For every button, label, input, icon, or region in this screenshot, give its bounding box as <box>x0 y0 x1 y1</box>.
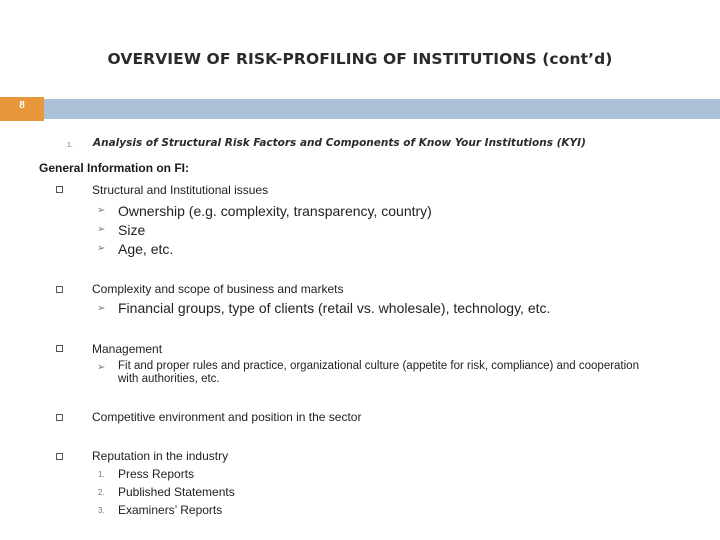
arrowhead-icon: ➢ <box>97 243 106 254</box>
header-band <box>0 99 720 119</box>
sub-item: Ownership (e.g. complexity, transparency, country) <box>118 203 432 219</box>
arrowhead-icon: ➢ <box>97 362 106 373</box>
general-info-label: General Information on FI: <box>39 161 190 175</box>
sub-item: Size <box>118 222 146 238</box>
arrowhead-icon: ➢ <box>97 224 106 235</box>
slide-title: OVERVIEW OF RISK-PROFILING OF INSTITUTIONS (cont’d) <box>107 50 613 68</box>
hollow-square-icon <box>56 286 63 293</box>
section-label: Reputation in the industry <box>92 449 229 463</box>
hollow-square-icon <box>56 186 63 193</box>
section-label: Competitive environment and position in the sector <box>92 410 362 424</box>
list-item: Examiners’ Reports <box>118 503 223 517</box>
heading-text: Analysis of Structural Risk Factors and Components of Know Your Institutions (KYI) <box>93 137 586 149</box>
list-item: Press Reports <box>118 467 195 481</box>
list-marker: 1. <box>98 470 105 479</box>
hollow-square-icon <box>56 453 63 460</box>
arrowhead-icon: ➢ <box>97 303 106 314</box>
list-item: Published Statements <box>118 485 235 499</box>
sub-item: Financial groups, type of clients (retail vs. wholesale), technology, etc. <box>118 300 551 316</box>
section-label: Management <box>92 342 163 356</box>
section-label: Complexity and scope of business and markets <box>92 282 344 296</box>
hollow-square-icon <box>56 414 63 421</box>
heading-marker: 1. <box>67 142 73 149</box>
list-marker: 2. <box>98 488 105 497</box>
sub-item: Fit and proper rules and practice, organizational culture (appetite for risk, compliance) and cooperation with authorities, etc. <box>118 360 639 385</box>
slide-number: 8 <box>19 100 25 111</box>
list-marker: 3. <box>98 506 105 515</box>
hollow-square-icon <box>56 345 63 352</box>
section-label: Structural and Institutional issues <box>92 183 269 197</box>
sub-item: Age, etc. <box>118 241 174 257</box>
arrowhead-icon: ➢ <box>97 205 106 216</box>
